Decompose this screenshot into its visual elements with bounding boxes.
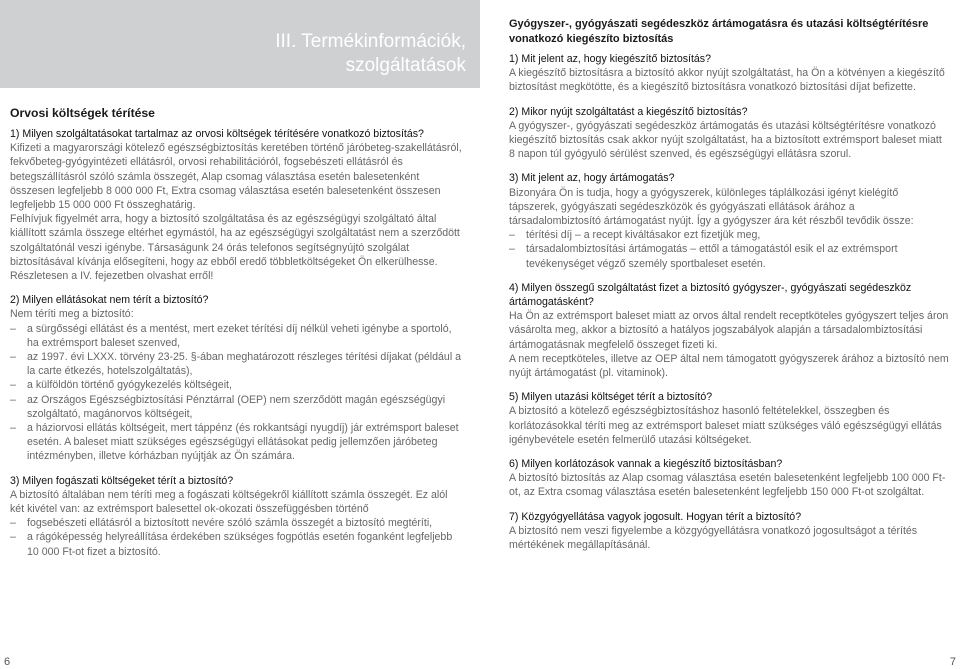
chapter-banner <box>0 0 480 88</box>
supplement-question-3: 3) Mit jelent az, hogy ártámogatás? <box>509 172 675 185</box>
list-item: – társadalombiztosítási ártámogatás – ettől a támogatástól esik el az extrémsport tevékenységet végző személy sportbaleset esetén. <box>509 242 949 270</box>
list-item: – a külföldön történő gyógykezelés költségeit, <box>10 378 462 392</box>
supplement-answer-4-paragraph-2: A nem receptköteles, illetve az OEP által nem támogatott gyógyszerek árához a biztosító nem nyújt ártámogatást (pl. vitaminok). <box>509 352 949 380</box>
question-1: 1) Milyen szolgáltatásokat tartalmaz az orvosi költségek térítésére vonatkozó biztosítás? <box>10 128 424 140</box>
supplement-question-2: 2) Mikor nyújt szolgáltatást a kiegészítő biztosítás? <box>509 105 748 118</box>
question-3: 3) Milyen fogászati költségeket térít a biztosító? <box>10 474 234 487</box>
supplement-heading: Gyógyszer-, gyógyászati segédeszköz ártámogatásra és utazási költségtérítésre vonatkozó kiegészíto biztosítás <box>509 18 929 45</box>
page-number-right: 7 <box>949 656 956 668</box>
section-title: Orvosi költségek térítése <box>10 106 155 120</box>
supplement-answer-6: A biztosító biztosítás az Alap csomag választása esetén balesetenként legfeljebb 100 000 Ft-ot, az Extra csomag választása esetén balesetenként legfeljebb 150 000 Ft-ot szolgáltat. <box>509 472 946 499</box>
supplement-answer-2: A gyógyszer-, gyógyászati segédeszköz ártámogatás és utazási költségtérítésre vonatkozó kiegészítő biztosítás csak akkor nyújt szolgáltatást, ha a biztosított extrémsport baleset miatt 8 napon túl gyógyuló sérülést szenved, és egészségügyi ellátásra szorul. <box>509 119 942 161</box>
supplement-answer-3: Bizonyára Ön is tudja, hogy a gyógyszerek, különleges táplálkozási igényt kielégítő tápszerek, gyógyászati segédeszközök és gyógyászati ellátások árához a társadalombiztosító ártámogatást nyújt. Így a gyógyszer ára két részből tevődik össze: <box>509 186 914 228</box>
list-item: – az 1997. évi LXXX. törvény 23-25. §-ában meghatározott részleges térítési díjakat (például a la carte étkezés, hotelszolgáltatás), <box>10 350 462 378</box>
supplement-answer-5: A biztosító a kötelező egészségbiztosításhoz hasonló feltételekkel, összegben és korlátozásokkal téríti meg az extrémsport baleset miatt szükséges váló egészségügyi ellátás igénybevétele esetén felmerülő utazási költségeket. <box>509 405 942 446</box>
chapter-title-line1: III. Termékinformációk, <box>275 31 466 52</box>
left-column <box>10 127 462 559</box>
list-item: – a sürgősségi ellátást és a mentést, mert ezeket térítési díj nélkül veheti igénybe a sportoló, ha extrémsport baleset szenved, <box>10 322 462 350</box>
list-item: – térítési díj – a recept kiváltásakor ezt fizetjük meg, <box>509 228 949 242</box>
supplement-question-1: 1) Mit jelent az, hogy kiegészítő biztosítás? <box>509 53 711 65</box>
supplement-question-5: 5) Milyen utazási költséget térít a biztosító? <box>509 391 713 404</box>
right-column <box>509 17 949 552</box>
supplement-answer-7: A biztosító nem veszi figyelembe a közgyógyellátásra vonatkozó jogosultságot a térítés mértékének megállapításánál. <box>509 524 918 552</box>
supplement-answer-1: A kiegészítő biztosításra a biztosító akkor nyújt szolgáltatást, ha Ön a kötvényen a kiegészítő biztosítást megkötötte, és a kiegészítő biztosításra vonatkozó biztosítási díjat befizette. <box>509 67 945 94</box>
chapter-title <box>275 30 466 78</box>
chapter-title-line2: szolgáltatások <box>345 55 466 76</box>
answer-1-paragraph-1: Kifizeti a magyarországi kötelező egészségbiztosítás keretében történő járóbeteg-szakellátásról, fekvőbeteg-gyógyintézeti ellátásról, orvosi rehabilitációról, fogsebészeti ellátásról és betegszállításról szóló számla összegét, Alap csomag választása esetén balesetenként összesen legfeljebb 8 000 000 Ft, Extra csomag választása esetén balesetenként összesen legfeljebb 15 000 000 Ft összeghatárig. <box>10 142 462 212</box>
supplement-answer-4-paragraph-1: Ha Ön az extrémsport baleset miatt az orvos által rendelt receptköteles gyógyszert teljes áron vásárolta meg, akkor a biztosító a hatályos jogszabályok alapján a társadalombiztosítási ártámogatásnak megfelelő összeget fizeti ki. <box>509 310 949 351</box>
answer-3: A biztosító általában nem téríti meg a fogászati költségekről kiállított számla összegét. Ez alól két kivétel van: az extrémsport balesettel ok-okozati összefüggésben történő <box>10 488 448 516</box>
supplement-question-7: 7) Közgyógyellátása vagyok jogosult. Hogyan térít a biztosító? <box>509 510 802 523</box>
answer-1-paragraph-2: Felhívjuk figyelmét arra, hogy a biztosító szolgáltatása és az egészségügyi szolgáltató által kiállított számla összege eltérhet egymástól, ha az egészségügyi szolgáltatást nem a szerződött szolgáltatónál veszi igénybe. Társaságunk 24 órás telefonos segítségnyújtó szolgálat biztosításával kívánja elősegíteni, hogy az ebből eredő többletköltségeket Ön elkerülhesse. Részletesen a IV. fejezetben olvashat erről! <box>10 213 460 283</box>
list-item: – az Országos Egészségbiztosítási Pénztárral (OEP) nem szerződött magán egészségügyi szolgáltató, magánorvos költségeit, <box>10 393 462 421</box>
question-2: 2) Milyen ellátásokat nem térít a biztosító? <box>10 294 209 307</box>
page-number-left: 6 <box>4 656 11 668</box>
list-item: – a rágóképesség helyreállítása érdekében szükséges fogpótlás esetén foganként legfeljebb 10 000 Ft-ot fizet a biztosító. <box>10 530 462 558</box>
list-item: – fogsebészeti ellátásról a biztosított nevére szóló számla összegét a biztosító megtéríti, <box>10 516 462 530</box>
list-item: – a háziorvosi ellátás költségeit, mert táppénz (és rokkantsági nyugdíj) jár extrémsport baleset esetén. A baleset miatt szükséges egészségügyi ellátásokat pedig jellemzően járóbeteg intézményben, illetve kórházban nyújtják az Ön számára. <box>10 421 462 464</box>
supplement-question-6: 6) Milyen korlátozások vannak a kiegészítő biztosításban? <box>509 458 783 471</box>
answer-2-intro: Nem téríti meg a biztosító: <box>10 308 134 321</box>
supplement-question-4: 4) Milyen összegű szolgáltatást fizet a biztosító gyógyszer-, gyógyászati segédeszköz ártámogatásként? <box>509 281 912 309</box>
